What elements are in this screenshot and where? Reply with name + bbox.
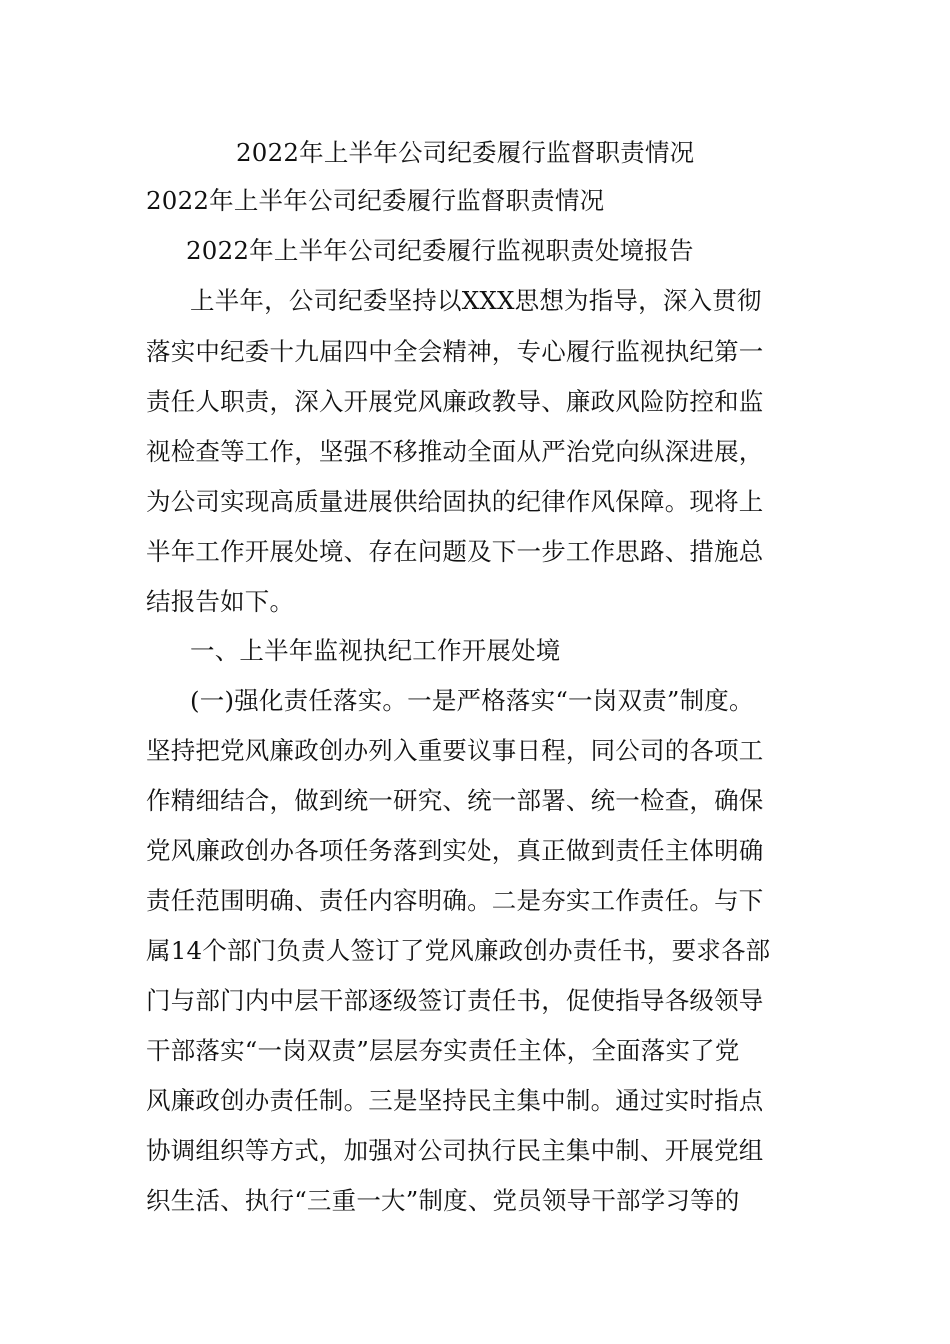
paragraph-line: (一)强化责任落实。一是严格落实“一岗双责”制度。 [190, 686, 754, 715]
paragraph-line: 责任范围明确、责任内容明确。二是夯实工作责任。与下 [146, 886, 764, 915]
paragraph-line: 协调组织等方式，加强对公司执行民主集中制、开展党组 [146, 1136, 764, 1165]
paragraph-line: 落实中纪委十九届四中全会精神，专心履行监视执纪第一 [146, 337, 764, 366]
paragraph-line: 坚持把党风廉政创办列入重要议事日程，同公司的各项工 [146, 736, 764, 765]
paragraph-line: 半年工作开展处境、存在问题及下一步工作思路、措施总 [146, 537, 764, 566]
paragraph-line: 织生活、执行“三重一大”制度、党员领导干部学习等的 [146, 1186, 740, 1215]
paragraph-line: 干部落实“一岗双责”层层夯实责任主体，全面落实了党 [146, 1036, 740, 1065]
paragraph-line: 风廉政创办责任制。三是坚持民主集中制。通过实时指点 [146, 1086, 764, 1115]
document-title: 2022年上半年公司纪委履行监督职责情况 [236, 138, 695, 167]
paragraph-line: 结报告如下。 [146, 587, 295, 616]
paragraph-line: 上半年，公司纪委坚持以XXX思想为指导，深入贯彻 [190, 286, 762, 315]
paragraph-line: 作精细结合，做到统一研究、统一部署、统一检查，确保 [146, 786, 764, 815]
paragraph-line: 属14个部门负责人签订了党风廉政创办责任书，要求各部 [146, 936, 771, 965]
paragraph-line: 为公司实现高质量进展供给固执的纪律作风保障。现将上 [146, 487, 764, 516]
paragraph-line: 党风廉政创办各项任务落到实处，真正做到责任主体明确 [146, 836, 764, 865]
paragraph-line: 门与部门内中层干部逐级签订责任书，促使指导各级领导 [146, 986, 764, 1015]
paragraph-line: 视检查等工作，坚强不移推动全面从严治党向纵深进展， [146, 437, 764, 466]
paragraph-line: 责任人职责，深入开展党风廉政教导、廉政风险防控和监 [146, 387, 764, 416]
report-title: 2022年上半年公司纪委履行监视职责处境报告 [186, 236, 694, 265]
section-heading: 一、上半年监视执纪工作开展处境 [190, 636, 561, 665]
document-subtitle: 2022年上半年公司纪委履行监督职责情况 [146, 186, 605, 215]
